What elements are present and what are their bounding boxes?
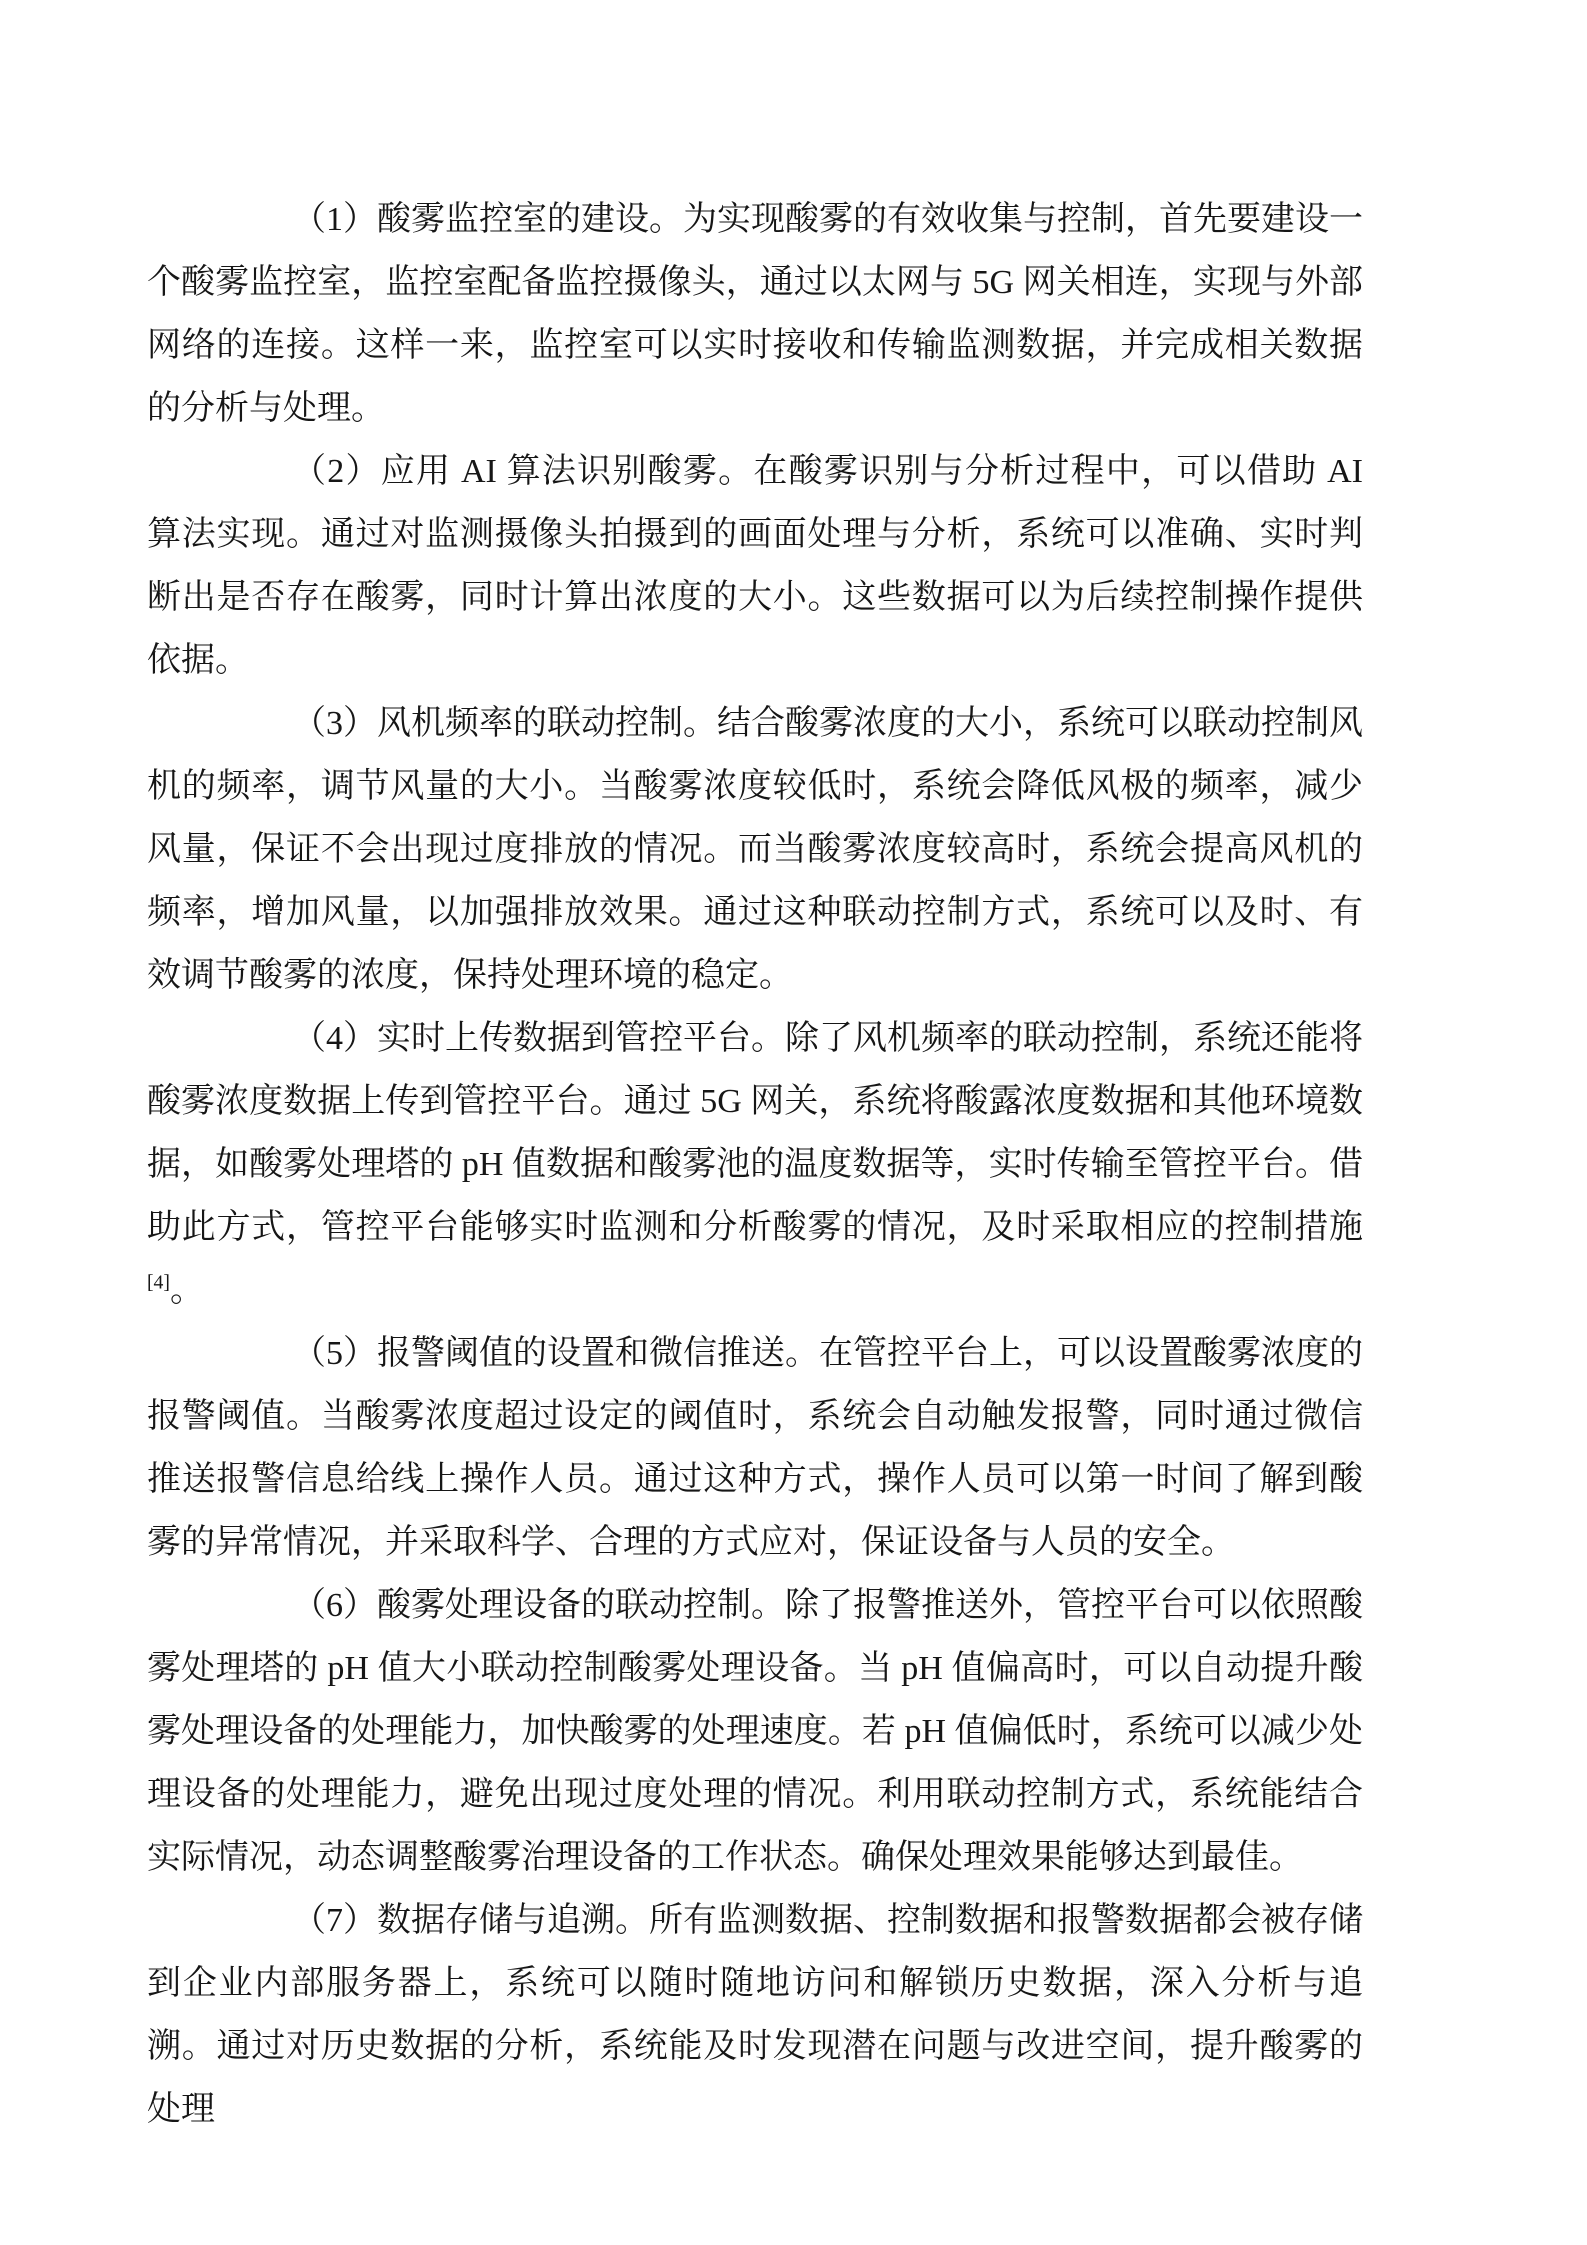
paragraph-2-ai-recognition: （2）应用 AI 算法识别酸雾。在酸雾识别与分析过程中，可以借助 AI 算法实现。通过对监测摄像头拍摄到的画面处理与分析，系统可以准确、实时判断出是否存在酸雾，同时计算出浓度的大小。这些数据可以为后续控制操作提供依据。 xyxy=(147,453,1363,679)
document-body-text xyxy=(147,188,1363,2141)
paragraph-4-text-end: 。 xyxy=(169,1272,204,1309)
paragraph-1-monitoring-room: （1）酸雾监控室的建设。为实现酸雾的有效收集与控制，首先要建设一个酸雾监控室，监控室配备监控摄像头，通过以太网与 5G 网关相连，实现与外部网络的连接。这样一来，监控室可以实时接收和传输监测数据，并完成相关数据的分析与处理。 xyxy=(147,201,1363,427)
paragraph-7-data-storage-traceability: （7）数据存储与追溯。所有监测数据、控制数据和报警数据都会被存储到企业内部服务器上，系统可以随时随地访问和解锁历史数据，深入分析与追溯。通过对历史数据的分析，系统能及时发现潜在问题与改进空间，提升酸雾的处理 xyxy=(147,1902,1363,2128)
paragraph-4-data-upload-platform xyxy=(147,1007,1363,1322)
paragraph-5-alarm-threshold-wechat: （5）报警阈值的设置和微信推送。在管控平台上，可以设置酸雾浓度的报警阈值。当酸雾浓度超过设定的阈值时，系统会自动触发报警，同时通过微信推送报警信息给线上操作人员。通过这种方式，操作人员可以第一时间了解到酸雾的异常情况，并采取科学、合理的方式应对，保证设备与人员的安全。 xyxy=(147,1335,1363,1561)
footnote-reference-4: [4] xyxy=(147,1271,170,1294)
paragraph-4-text: （4）实时上传数据到管控平台。除了风机频率的联动控制，系统还能将酸雾浓度数据上传到管控平台。通过 5G 网关，系统将酸露浓度数据和其他环境数据，如酸雾处理塔的 pH 值数据和酸雾池的温度数据等，实时传输至管控平台。借助此方式，管控平台能够实时监测和分析酸雾的情况，及时采取相应的控制措施 xyxy=(147,1020,1363,1246)
paragraph-6-treatment-equipment-control: （6）酸雾处理设备的联动控制。除了报警推送外，管控平台可以依照酸雾处理塔的 pH 值大小联动控制酸雾处理设备。当 pH 值偏高时，可以自动提升酸雾处理设备的处理能力，加快酸雾的处理速度。若 pH 值偏低时，系统可以减少处理设备的处理能力，避免出现过度处理的情况。利用联动控制方式，系统能结合实际情况，动态调整酸雾治理设备的工作状态。确保处理效果能够达到最佳。 xyxy=(147,1587,1363,1876)
paragraph-3-fan-frequency-control: （3）风机频率的联动控制。结合酸雾浓度的大小，系统可以联动控制风机的频率，调节风量的大小。当酸雾浓度较低时，系统会降低风极的频率，减少风量，保证不会出现过度排放的情况。而当酸雾浓度较高时，系统会提高风机的频率，增加风量，以加强排放效果。通过这种联动控制方式，系统可以及时、有效调节酸雾的浓度，保持处理环境的稳定。 xyxy=(147,705,1363,994)
